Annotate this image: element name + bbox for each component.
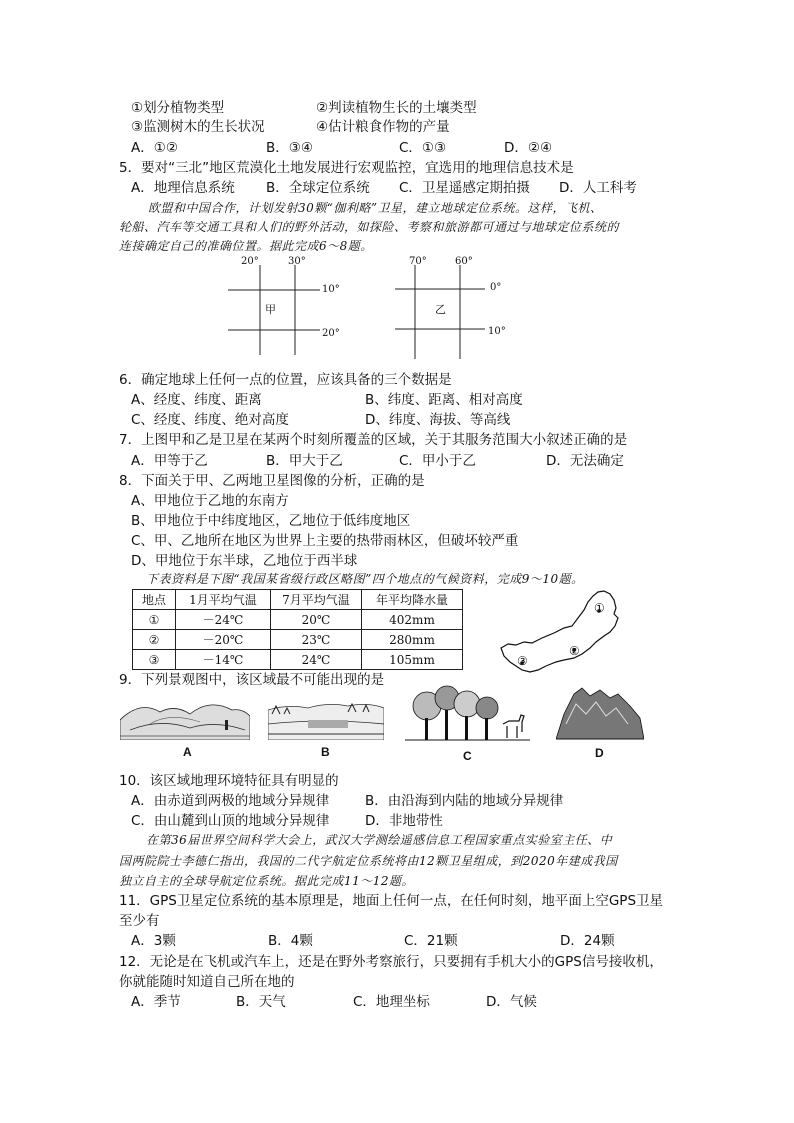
choice-d: D、纬度、海拔、等高线 (365, 412, 511, 428)
choice-a: A．①② (131, 140, 178, 156)
lon-label: 60° (455, 256, 473, 267)
image-caption-c: C (463, 749, 472, 763)
lat-label: 10° (488, 326, 506, 337)
choice-a: A．3颗 (131, 933, 176, 949)
choice-a: A．由赤道到两极的地域分异规律 (131, 793, 330, 809)
table-header: 7月平均气温 (271, 590, 362, 610)
landscape-d-image (556, 684, 644, 744)
lon-label: 30° (288, 256, 306, 267)
region-label-jia: 甲 (265, 303, 276, 316)
question-7: 7．上图甲和乙是卫星在某两个时刻所覆盖的区域，关于其服务范围大小叙述正确的是 (119, 432, 628, 448)
choice-d: D、甲地位于东半球，乙地位于西半球 (131, 553, 358, 569)
choice-c: C．地理坐标 (353, 994, 430, 1010)
table-cell: －14℃ (176, 650, 271, 670)
lat-label: 20° (322, 328, 340, 339)
choice-c: C．卫星遥感定期拍摄 (399, 180, 530, 196)
table-header: 地点 (133, 590, 176, 610)
passage-line: 独立自主的全球导航定位系统。据此完成11～12题。 (119, 874, 415, 888)
climate-table (132, 589, 463, 670)
table-header-row (133, 590, 463, 610)
table-cell: －24℃ (176, 610, 271, 630)
passage-line: 下表资料是下图“我国某省级行政区略图”四个地点的气候资料，完成9～10题。 (146, 572, 584, 586)
choice-d: D．②④ (504, 140, 553, 156)
table-cell: 23℃ (271, 630, 362, 650)
passage-line: 欧盟和中国合作，计划发射30颗“伽利略”卫星，建立地球定位系统。这样，飞机、 (148, 201, 603, 215)
choice-c: C．由山麓到山顶的地域分异规律 (131, 813, 330, 829)
question-8: 8．下面关于甲、乙两地卫星图像的分析，正确的是 (119, 473, 425, 489)
table-cell: 105mm (362, 650, 463, 670)
table-header: 1月平均气温 (176, 590, 271, 610)
table-row (133, 650, 463, 670)
question-12: 12．无论是在飞机或汽车上，还是在野外考察旅行，只要拥有手机大小的GPS信号接收机， (119, 954, 663, 970)
table-cell: ③ (133, 650, 176, 670)
option-1: ①划分植物类型 (131, 100, 225, 116)
choice-a: A．季节 (131, 994, 181, 1010)
option-3: ③监测树木的生长状况 (131, 119, 265, 135)
choice-d: D．人工科考 (559, 180, 637, 196)
choice-c: C．①③ (399, 140, 447, 156)
region-label-yi: 乙 (435, 303, 446, 316)
table-cell: ② (133, 630, 176, 650)
choice-b: B．③④ (266, 140, 313, 156)
table-cell: ① (133, 610, 176, 630)
table-cell: 280mm (362, 630, 463, 650)
map-point-1: ① (594, 601, 605, 615)
choice-b: B、甲地位于中纬度地区，乙地位于低纬度地区 (131, 513, 411, 529)
table-header: 年平均降水量 (362, 590, 463, 610)
choice-c: C．21颗 (404, 933, 458, 949)
landscape-c-image (405, 684, 530, 744)
lon-label: 20° (241, 256, 259, 267)
question-9: 9．下列景观图中，该区域最不可能出现的是 (119, 672, 385, 688)
choice-a: A、甲地位于乙地的东南方 (131, 493, 289, 509)
passage-line: 连接确定自己的准确位置。据此完成6～8题。 (119, 239, 373, 253)
choice-c: C、甲、乙地所在地区为世界上主要的热带雨林区，但破坏较严重 (131, 533, 519, 549)
choice-b: B．天气 (236, 994, 286, 1010)
lon-label: 70° (409, 256, 427, 267)
passage-line: 国两院院士李德仁指出，我国的二代字航定位系统将由12颗卫星组成，到2020年建成我国 (119, 854, 618, 868)
table-cell: 20℃ (271, 610, 362, 630)
table-row (133, 610, 463, 630)
question-6: 6．确定地球上任何一点的位置，应该具备的三个数据是 (119, 372, 452, 388)
table-row (133, 630, 463, 650)
image-caption-d: D (595, 746, 604, 760)
table-cell: 24℃ (271, 650, 362, 670)
choice-a: A、经度、纬度、距离 (131, 392, 262, 408)
question-11: 11．GPS卫星定位系统的基本原理是，地面上任何一点，在任何时刻，地平面上空GPS卫星 (119, 893, 664, 909)
table-cell: 402mm (362, 610, 463, 630)
lat-label: 0° (490, 282, 502, 293)
choice-d: D．无法确定 (546, 453, 624, 469)
choice-b: B．甲大于乙 (266, 453, 343, 469)
choice-c: C、经度、纬度、绝对高度 (131, 412, 289, 428)
choice-a: A．甲等于乙 (131, 453, 208, 469)
image-caption-a: A (183, 745, 192, 759)
question-12-cont: 你就能随时知道自己所在地的 (119, 974, 295, 990)
choice-a: A．地理信息系统 (131, 180, 235, 196)
choice-b: B．由沿海到内陆的地域分异规律 (365, 793, 564, 809)
question-10: 10．该区域地理环境特征具有明显的 (119, 773, 339, 789)
image-caption-b: B (321, 745, 330, 759)
option-4: ④估计粮食作物的产量 (316, 119, 450, 135)
choice-d: D．24颗 (560, 933, 615, 949)
map-point-3: ③ (517, 654, 528, 668)
choice-c: C．甲小于乙 (399, 453, 476, 469)
choice-b: B、纬度、距离、相对高度 (365, 392, 523, 408)
option-2: ②判读植物生长的土壤类型 (316, 100, 477, 116)
choice-b: B．全球定位系统 (266, 180, 370, 196)
table-cell: －20℃ (176, 630, 271, 650)
map-point-2: ② (569, 644, 580, 658)
lat-label: 10° (322, 284, 340, 295)
question-11-cont: 至少有 (119, 913, 160, 929)
landscape-b-image (268, 690, 384, 740)
question-5: 5．要对“三北”地区荒漠化土地发展进行宏观监控，宜选用的地理信息技术是 (119, 160, 574, 176)
choice-d: D．气候 (486, 994, 537, 1010)
passage-line: 在第36届世界空间科学大会上，武汉大学测绘遥感信息工程国家重点实验室主任、中 (146, 833, 613, 847)
choice-b: B．4颗 (268, 933, 313, 949)
landscape-a-image (120, 690, 250, 740)
passage-line: 轮船、汽车等交通工具和人们的野外活动，如探险、考察和旅游都可通过与地球定位系统的 (119, 220, 620, 234)
choice-d: D．非地带性 (365, 813, 443, 829)
